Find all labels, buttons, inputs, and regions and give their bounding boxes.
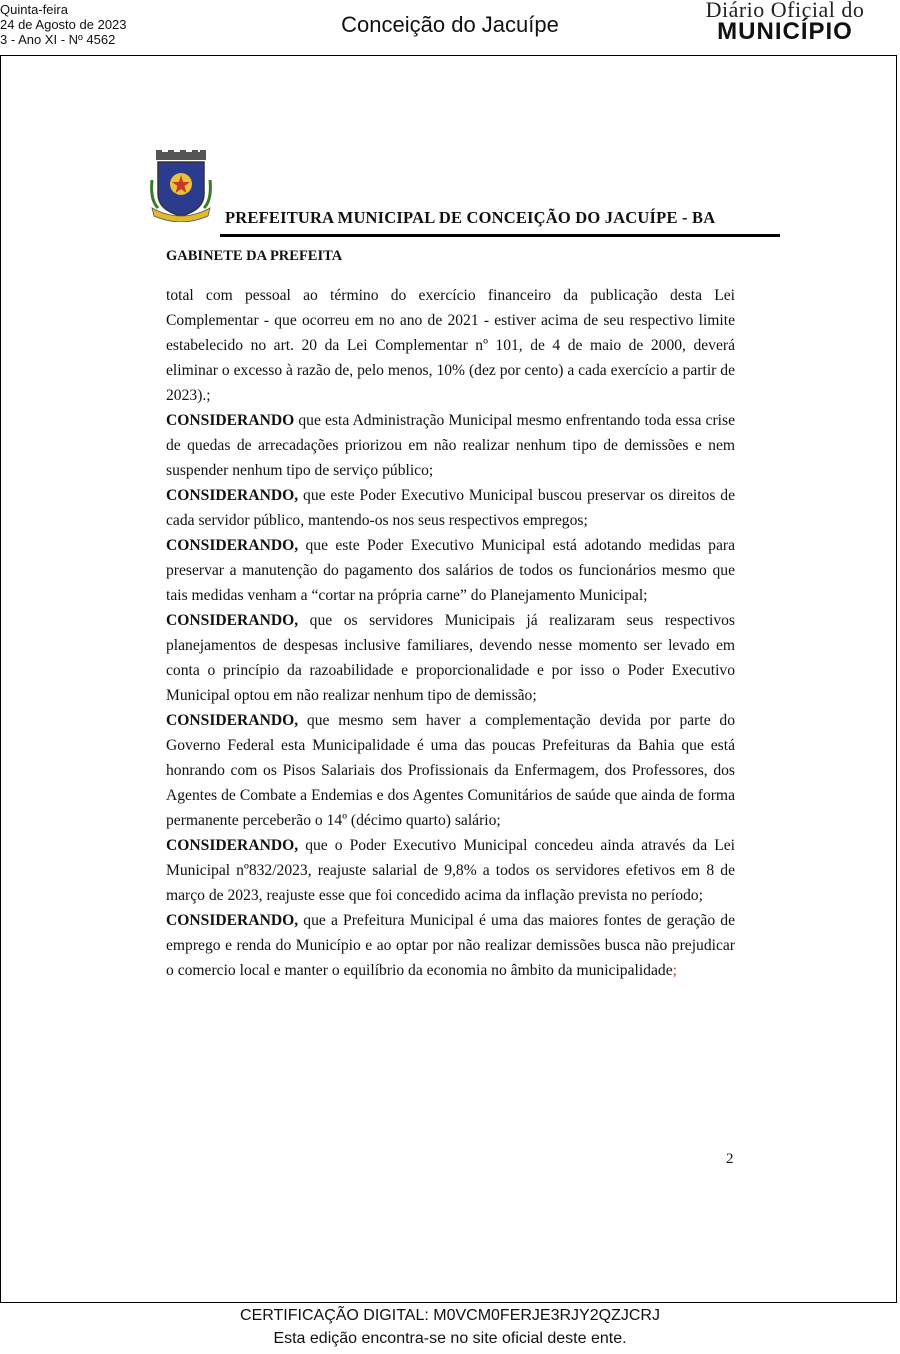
office-title: PREFEITURA MUNICIPAL DE CONCEIÇÃO DO JACUÍPE - BA [225, 208, 716, 227]
header-city: Conceição do Jacuípe [341, 12, 559, 37]
header-weekday: Quinta-feira [0, 2, 68, 17]
paragraph: CONSIDERANDO, que mesmo sem haver a complementação devida por parte do Governo Federal esta Municipalidade é uma das poucas Prefeituras da Bahia que está honrando com os Pisos Salariais dos Profissionais da Enfermagem, dos Professores, dos Agentes de Combate a Endemias e dos Agentes Comunitários de saúde que ainda de forma permanente perceberão o 14º (décimo quarto) salário; [166, 712, 735, 829]
paragraph: CONSIDERANDO, que este Poder Executivo Municipal está adotando medidas para preservar a manutenção do pagamento dos salários de todos os funcionários mesmo que tais medidas venham a “cortar na própria carne” do Planejamento Municipal; [166, 537, 735, 604]
municipal-crest-icon [150, 150, 212, 222]
logo-line-2: MUNICÍPIO [717, 18, 853, 45]
site-note: Esta edição encontra-se no site oficial deste ente. [273, 1330, 627, 1347]
paragraph: CONSIDERANDO, que a Prefeitura Municipal é uma das maiores fontes de geração de emprego e renda do Município e ao optar por não realizar demissões busca não prejudicar o comercio local e manter o equilíbrio da economia no âmbito da municipalidade; [166, 912, 735, 979]
paragraph: CONSIDERANDO, que os servidores Municipais já realizaram seus respectivos planejamentos de despesas inclusive familiares, devendo nesse momento ser levado em conta o princípio da razoabilidade e proporcionalidade e por isso o Poder Executivo Municipal optou em não realizar nenhum tipo de demissão; [166, 612, 735, 704]
digital-certification: CERTIFICAÇÃO DIGITAL: M0VCM0FERJE3RJY2QZJCRJ [240, 1307, 660, 1324]
paragraph: CONSIDERANDO que esta Administração Municipal mesmo enfrentando toda essa crise de quedas de arrecadações priorizou em não realizar nenhum tipo de demissões e nem suspender nenhum tipo de serviço público; [166, 412, 735, 479]
header-divider [220, 234, 780, 237]
header-date: 24 de Agosto de 2023 [0, 17, 127, 32]
paragraph: CONSIDERANDO, que o Poder Executivo Municipal concedeu ainda através da Lei Municipal nº832/2023, reajuste salarial de 9,8% a todos os servidores efetivos em 8 de março de 2023, reajuste esse que foi concedido acima da inflação prevista no período; [166, 837, 735, 904]
document-body [166, 283, 735, 983]
newspaper-logo [700, 0, 870, 44]
logo-line-1: Diário Oficial do [705, 0, 865, 22]
cabinet-title: GABINETE DA PREFEITA [166, 248, 343, 264]
page-number: 2 [726, 1151, 734, 1167]
header-edition: 3 - Ano XI - Nº 4562 [0, 32, 116, 47]
paragraph: total com pessoal ao término do exercício financeiro da publicação desta Lei Complementar - que ocorreu em no ano de 2021 - estiver acima de seu respectivo limite estabelecido no art. 20 da Lei Complementar nº 101, de 4 de maio de 2000, deverá eliminar o excesso à razão de, pelo menos, 10% (dez por cento) a cada exercício a partir de 2023).; [166, 287, 735, 404]
paragraph: CONSIDERANDO, que este Poder Executivo Municipal buscou preservar os direitos de cada servidor público, mantendo-os nos seus respectivos empregos; [166, 487, 735, 529]
